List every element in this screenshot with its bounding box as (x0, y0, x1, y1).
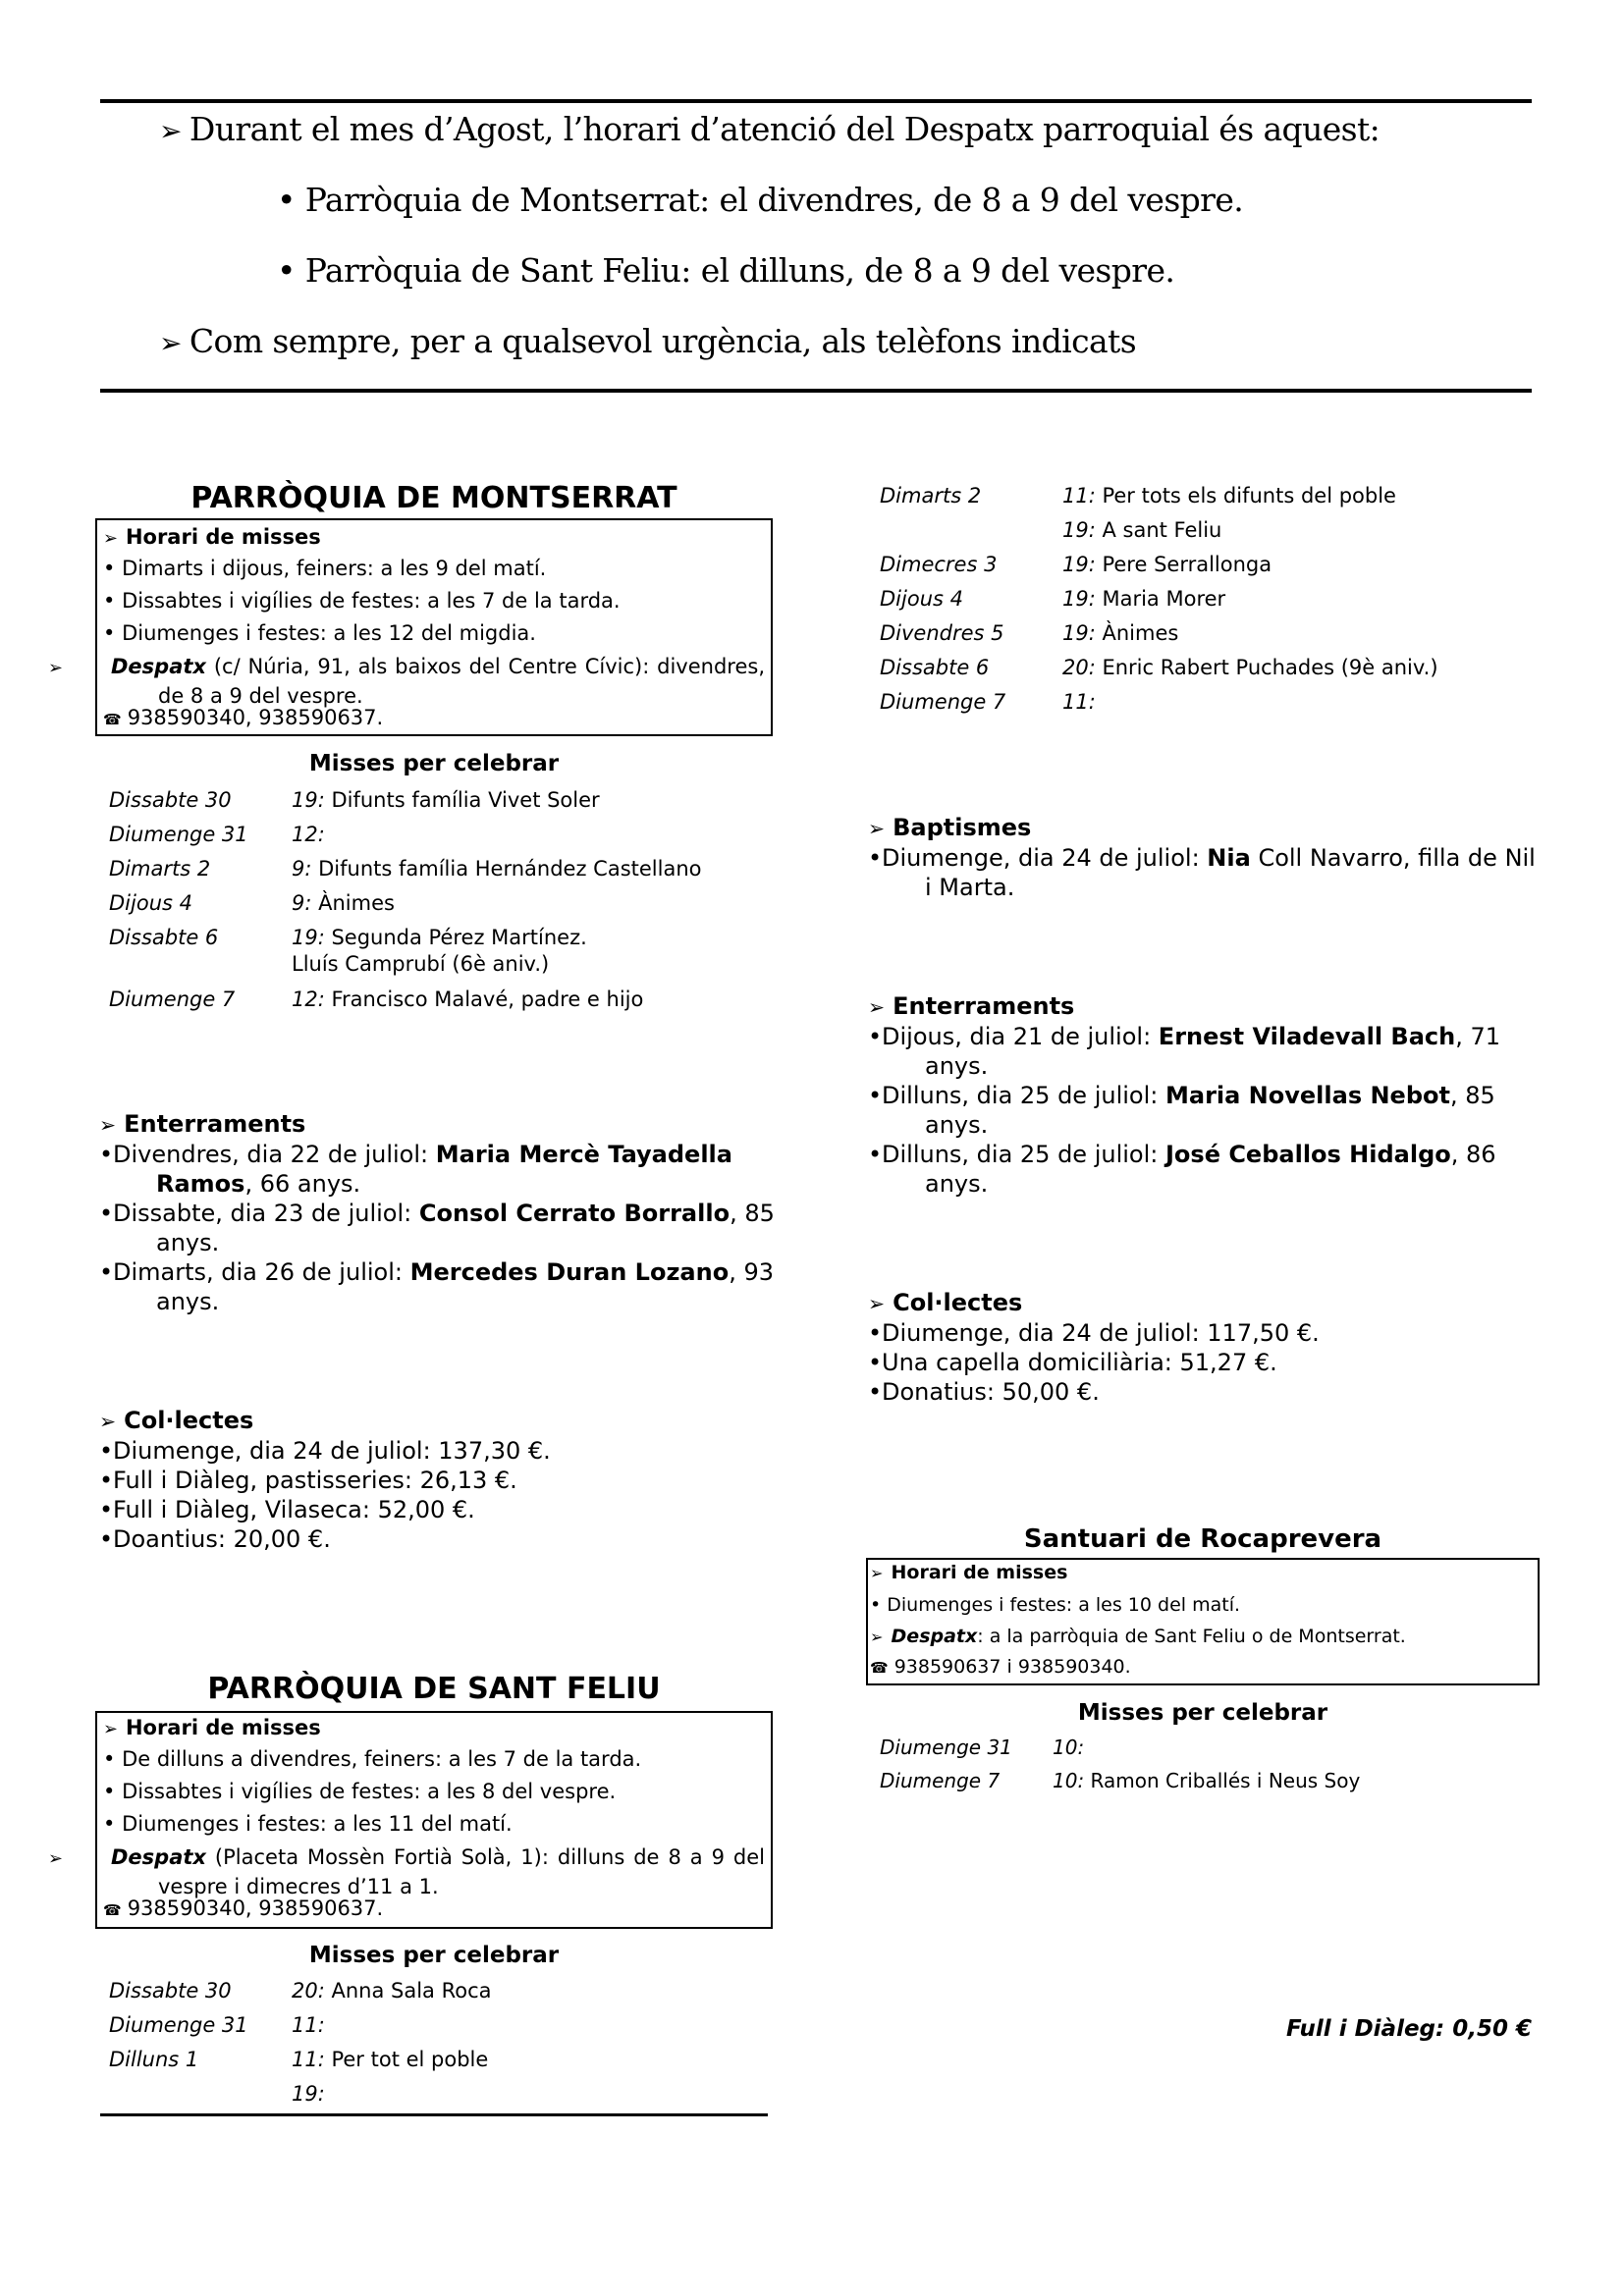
notice-bullet-santfeliu: • Parròquia de Sant Feliu: el dilluns, de 8 a 9 del vespre. (277, 251, 1175, 290)
santfeliu-title: PARRÒQUIA DE SANT FELIU (207, 1672, 661, 1706)
collection-item: •Donatius: 50,00 €. (868, 1378, 1100, 1406)
funeral-item: •Dissabte, dia 23 de juliol: Consol Cerrato Borrallo, 85 anys. (99, 1200, 775, 1256)
left-column: PARRÒQUIA DE MONTSERRAT ➢ Horari de misses • Dimarts i dijous, feiners: a les 9 del matí. • Dissabtes i vigílies de festes: a les 7 de la tarda. • Diumenges i festes: a les 12 del migdia. ➢ Despatx (c/ Núria, 91, als baixos del Centre Cívic): divendres, de 8 a 9 del vespre. ☎ 938590340, 938590637. Misses per celebrar Dissabte 30 19: Difunts família Vivet Soler Diumenge 31 12: Dimarts 2 9: Difunts família Hernández Castellano Dijous 4 9: Ànimes Dissabte 6 19: Segunda Pérez Martínez. Lluís Camprubí (6è aniv.) Diumenge 7 12: Francisco Malavé, padre e hijo ➢ Enterraments •Divendres, dia 22 de juliol: Maria Mercè Tayadella Ramos, 66 anys. •Dissabte, dia 23 de juliol: Consol Cerrato Borrallo, 85 anys. •Dimarts, dia 26 de juliol: Mercedes Duran Lozano, 93 anys. ➢ Col·lectes •Diumenge, dia 24 de juliol: 137,30 €. •Full i Diàleg, pastisseries: 26,13 €. •Full i Diàleg, Vilaseca: 52,00 €. •Doantius: 20,00 €. PARRÒQUIA DE SANT FELIU ➢ Horari de misses • De dilluns a divendres, feiners: a les 7 de la tarda. • Dissabtes i vigílies de festes: a les 8 del vespre. • Diumenges i festes: a les 11 del matí. ➢ Despatx (Placeta Mossèn Fortià Solà, 1): dilluns de 8 a 9 del vespre i dimecres d’11 a 1. ☎ 938590340, 938590637. Misses per celebrar Dissabte 30 20: Anna Sala Roca Diumenge 31 11: Dilluns 1 11: Per tot el poble 19: (95, 0, 773, 2296)
rocaprevera-schedule-box (866, 1558, 1540, 1685)
bullet-icon: • (868, 844, 883, 872)
collection-item: •Doantius: 20,00 €. (99, 1525, 331, 1553)
bullet-icon: • (868, 1378, 883, 1406)
funeral-item: •Dilluns, dia 25 de juliol: Maria Novellas Nebot, 85 anys. (868, 1082, 1495, 1139)
santfeliu-masses-heading: Misses per celebrar (308, 1943, 560, 1968)
bullet-icon: • (99, 1258, 114, 1286)
schedule-item: • Diumenges i festes: a les 12 del migdia. (103, 621, 536, 645)
notice-bullet-montserrat: • Parròquia de Montserrat: el divendres, de 8 a 9 del vespre. (277, 181, 1244, 219)
arrow-icon: ➢ (159, 115, 182, 147)
schedule-heading: ➢ Horari de misses (103, 1716, 321, 1739)
montserrat-funerals (99, 1109, 777, 1316)
bullet-icon: • (99, 1200, 114, 1227)
schedule-item: • Dissabtes i vigílies de festes: a les 7 de la tarda. (103, 589, 621, 613)
bullet-icon: • (103, 589, 116, 613)
collections-heading: ➢ Col·lectes (99, 1407, 254, 1434)
bullet-icon: • (99, 1467, 114, 1494)
bullet-icon: • (103, 1812, 116, 1836)
bullet-icon: • (99, 1141, 114, 1168)
bullet-icon: • (103, 557, 116, 580)
santfeliu-collections (868, 1288, 1542, 1407)
funeral-item: •Dimarts, dia 26 de juliol: Mercedes Duran Lozano, 93 anys. (99, 1258, 774, 1315)
collection-item: •Full i Diàleg, Vilaseca: 52,00 €. (99, 1496, 475, 1523)
funerals-heading: ➢ Enterraments (99, 1110, 306, 1138)
funeral-item: •Divendres, dia 22 de juliol: Maria Mercè Tayadella Ramos, 66 anys. (99, 1141, 732, 1198)
arrow-icon: ➢ (870, 1564, 884, 1582)
santfeliu-schedule-box (48, 1711, 773, 1929)
santfeliu-funerals (868, 991, 1542, 1199)
arrow-icon: ➢ (103, 1719, 118, 1739)
arrow-icon: ➢ (868, 995, 886, 1019)
bullet-icon: • (277, 181, 296, 219)
arrow-icon: ➢ (868, 1292, 886, 1315)
right-column: Dimarts 2 11: Per tots els difunts del poble 19: A sant Feliu Dimecres 3 19: Pere Serrallonga Dijous 4 19: Maria Morer Divendres 5 19: Ànimes Dissabte 6 20: Enric Rabert Puchades (9è aniv.) Diumenge 7 11: ➢ Baptismes •Diumenge, dia 24 de juliol: Nia Coll Navarro, filla de Nil i Marta. ➢ Enterraments •Dijous, dia 21 de juliol: Ernest Viladevall Bach, 71 anys. •Dilluns, dia 25 de juliol: Maria Novellas Nebot, 85 anys. •Dilluns, dia 25 de juliol: José Ceballos Hidalgo, 86 anys. ➢ Col·lectes •Diumenge, dia 24 de juliol: 117,50 €. •Una capella domiciliària: 51,27 €. •Donatius: 50,00 €. Santuari de Rocaprevera ➢ Horari de misses • Diumenges i festes: a les 10 del matí. ➢ Despatx: a la parròquia de Sant Feliu o de Montserrat. ☎ 938590637 i 938590340. Misses per celebrar Diumenge 31 10: Diumenge 7 10: Ramon Criballés i Neus Soy (866, 0, 1540, 2296)
schedule-heading: ➢ Horari de misses (870, 1562, 1068, 1583)
bullet-icon: • (868, 1023, 883, 1050)
phone-icon: ☎ (103, 711, 122, 728)
bullet-icon: • (868, 1319, 883, 1347)
rocaprevera-masses-heading: Misses per celebrar (1077, 1700, 1328, 1726)
baptism-item: •Diumenge, dia 24 de juliol: Nia Coll Navarro, filla de Nil i Marta. (868, 844, 1536, 901)
arrow-icon: ➢ (99, 1410, 117, 1433)
collection-item: •Diumenge, dia 24 de juliol: 137,30 €. (99, 1437, 551, 1465)
bullet-icon: • (99, 1525, 114, 1553)
funeral-item: •Dijous, dia 21 de juliol: Ernest Viladevall Bach, 71 anys. (868, 1023, 1501, 1080)
bullet-icon: • (99, 1496, 114, 1523)
phone-icon: ☎ (103, 1901, 122, 1919)
arrow-icon: ➢ (868, 817, 886, 840)
schedule-item: • Dissabtes i vigílies de festes: a les 8 del vespre. (103, 1780, 617, 1803)
phone-icon: ☎ (870, 1659, 889, 1677)
rocaprevera-title: Santuari de Rocaprevera (1023, 1524, 1382, 1554)
office-info: ➢ Despatx (c/ Núria, 91, als baixos del Centre Cívic): divendres, de 8 a 9 del vespre. (48, 655, 765, 708)
collection-item: •Una capella domiciliària: 51,27 €. (868, 1349, 1277, 1376)
bullet-icon: • (99, 1437, 114, 1465)
arrow-icon: ➢ (159, 327, 182, 359)
collection-item: •Diumenge, dia 24 de juliol: 117,50 €. (868, 1319, 1320, 1347)
phone-info: ☎ 938590637 i 938590340. (870, 1656, 1131, 1678)
schedule-item: • Diumenges i festes: a les 11 del matí. (103, 1812, 513, 1836)
montserrat-collections (99, 1406, 777, 1554)
bullet-icon: • (868, 1082, 883, 1109)
bullet-icon: • (870, 1594, 882, 1616)
bulletin-price: Full i Diàleg: 0,50 € (1286, 2016, 1532, 2042)
santfeliu-baptisms (868, 813, 1542, 902)
arrow-icon: ➢ (99, 1113, 117, 1137)
phone-info: ☎ 938590340, 938590637. (103, 706, 384, 729)
left-bottom-rule (100, 2113, 768, 2116)
montserrat-masses-heading: Misses per celebrar (308, 751, 560, 776)
funeral-item: •Dilluns, dia 25 de juliol: José Ceballos Hidalgo, 86 anys. (868, 1141, 1496, 1198)
bullet-icon: • (868, 1349, 883, 1376)
office-info: ➢ Despatx: a la parròquia de Sant Feliu o de Montserrat. (870, 1626, 1406, 1647)
bullet-icon: • (103, 621, 116, 645)
notice-line-1: ➢ Durant el mes d’Agost, l’horari d’atenció del Despatx parroquial és aquest: (159, 110, 1380, 148)
collections-heading: ➢ Col·lectes (868, 1289, 1023, 1316)
funerals-heading: ➢ Enterraments (868, 992, 1075, 1020)
arrow-icon: ➢ (870, 1628, 884, 1646)
notice-line-2: ➢ Com sempre, per a qualsevol urgència, als telèfons indicats (159, 322, 1137, 360)
schedule-item: • Dimarts i dijous, feiners: a les 9 del matí. (103, 557, 547, 580)
collection-item: •Full i Diàleg, pastisseries: 26,13 €. (99, 1467, 517, 1494)
bullet-icon: • (103, 1747, 116, 1771)
schedule-item: • De dilluns a divendres, feiners: a les 7 de la tarda. (103, 1747, 642, 1771)
schedule-item: • Diumenges i festes: a les 10 del matí. (870, 1594, 1241, 1616)
bullet-icon: • (868, 1141, 883, 1168)
phone-info: ☎ 938590340, 938590637. (103, 1896, 384, 1920)
arrow-icon: ➢ (103, 528, 118, 549)
montserrat-schedule-box (48, 518, 773, 736)
bullet-icon: • (103, 1780, 116, 1803)
bullet-icon: • (277, 251, 296, 290)
office-info: ➢ Despatx (Placeta Mossèn Fortià Solà, 1): dilluns de 8 a 9 del vespre i dimecres d’11 a 1. (48, 1845, 765, 1898)
baptisms-heading: ➢ Baptismes (868, 814, 1032, 841)
montserrat-title: PARRÒQUIA DE MONTSERRAT (190, 481, 677, 515)
schedule-heading: ➢ Horari de misses (103, 525, 321, 549)
